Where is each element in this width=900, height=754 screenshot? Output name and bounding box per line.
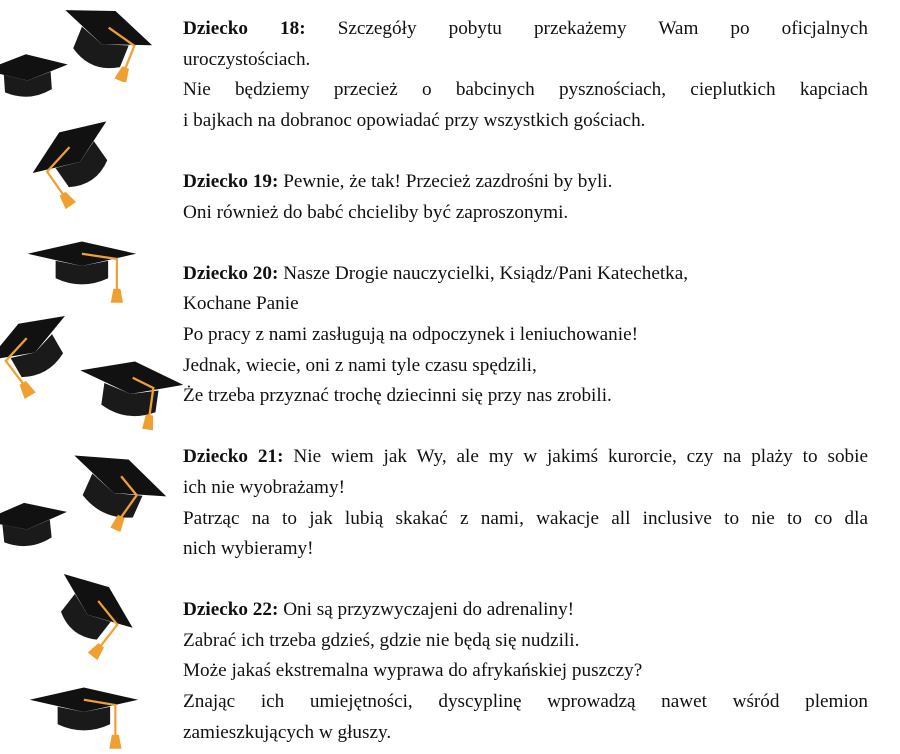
text-line [183, 718, 868, 749]
graduation-cap-icon [42, 556, 138, 664]
speaker-label: Dziecko 21: [183, 446, 284, 468]
graduation-cap-icon [74, 350, 184, 432]
text-line [183, 106, 868, 137]
speaker-label: Dziecko 19: [183, 170, 279, 192]
speaker-label: Dziecko 18: [183, 18, 306, 39]
graduation-cap-icon [60, 438, 170, 534]
text-line [183, 626, 868, 657]
line-text: Że trzeba przyznać trochę dziecinni się przy nas zrobili. [183, 385, 612, 407]
graduation-cap-icon [0, 44, 72, 110]
line-text: zamieszkujących w głuszy. [183, 721, 392, 743]
line-text: ich nie wyobrażamy! [183, 476, 345, 498]
line-text: Znając ich umiejętności, dyscyplinę wprowadzą nawet wśród plemion [183, 691, 868, 713]
graduation-cap-icon [22, 684, 144, 754]
text-line [183, 351, 868, 382]
line-text: Kochane Panie [183, 293, 299, 315]
line-text: Szczegóły pobytu przekażemy Wam po oficjalnych [305, 18, 868, 39]
text-line [183, 595, 868, 626]
graduation-cap-icon [26, 104, 126, 212]
text-line [183, 687, 868, 718]
line-text: Oni również do babć chcieliby być zaproszonymi. [183, 201, 569, 223]
dialogue-paragraph [183, 595, 868, 748]
graduation-cap-icon [20, 238, 142, 308]
line-text: Jednak, wiecie, oni z nami tyle czasu spędzili, [183, 354, 537, 376]
text-line [183, 167, 868, 198]
text-line [183, 75, 868, 106]
line-text: Nie będziemy przecież o babcinych pysznościach, cieplutkich kapciach [183, 79, 868, 101]
speaker-label: Dziecko 20: [183, 262, 279, 284]
graduation-caps-decoration [0, 0, 180, 754]
text-line [183, 656, 868, 687]
dialogue-paragraph [183, 259, 868, 412]
line-text: Oni są przyzwyczajeni do adrenaliny! [278, 599, 575, 621]
text-line [183, 289, 868, 320]
line-text: i bajkach na dobranoc opowiadać przy wszystkich gościach. [183, 109, 646, 131]
text-line [183, 442, 868, 473]
speaker-label: Dziecko 22: [183, 599, 279, 621]
line-text: nich wybieramy! [183, 538, 314, 560]
graduation-cap-icon [0, 494, 70, 558]
text-line [183, 504, 868, 535]
line-text: Nie wiem jak Wy, ale my w jakimś kurorcie, czy na plaży to sobie [283, 446, 868, 468]
text-line [183, 473, 868, 504]
text-line [183, 198, 868, 229]
text-line [183, 45, 868, 76]
line-text: Patrząc na to jak lubią skakać z nami, wakacje all inclusive to nie to co dla [183, 507, 868, 529]
text-line [183, 381, 868, 412]
text-line [183, 14, 868, 45]
line-text: Może jakaś ekstremalna wyprawa do afrykańskiej puszczy? [183, 660, 643, 682]
text-line [183, 534, 868, 565]
dialogue-paragraph [183, 442, 868, 564]
line-text: Nasze Drogie nauczycielki, Ksiądz/Pani Katechetka, [278, 262, 689, 284]
dialogue-paragraph [183, 167, 868, 228]
graduation-cap-icon [0, 300, 78, 402]
text-line [183, 320, 868, 351]
line-text: Zabrać ich trzeba gdzieś, gdzie nie będą się nudzili. [183, 629, 580, 651]
text-line [183, 259, 868, 290]
dialogue-paragraph [183, 14, 868, 136]
line-text: Po pracy z nami zasługują na odpoczynek i leniuchowanie! [183, 323, 639, 345]
line-text: uroczystościach. [183, 48, 311, 70]
document-body [183, 14, 868, 748]
line-text: Pewnie, że tak! Przecież zazdrośni by byli. [278, 170, 613, 192]
